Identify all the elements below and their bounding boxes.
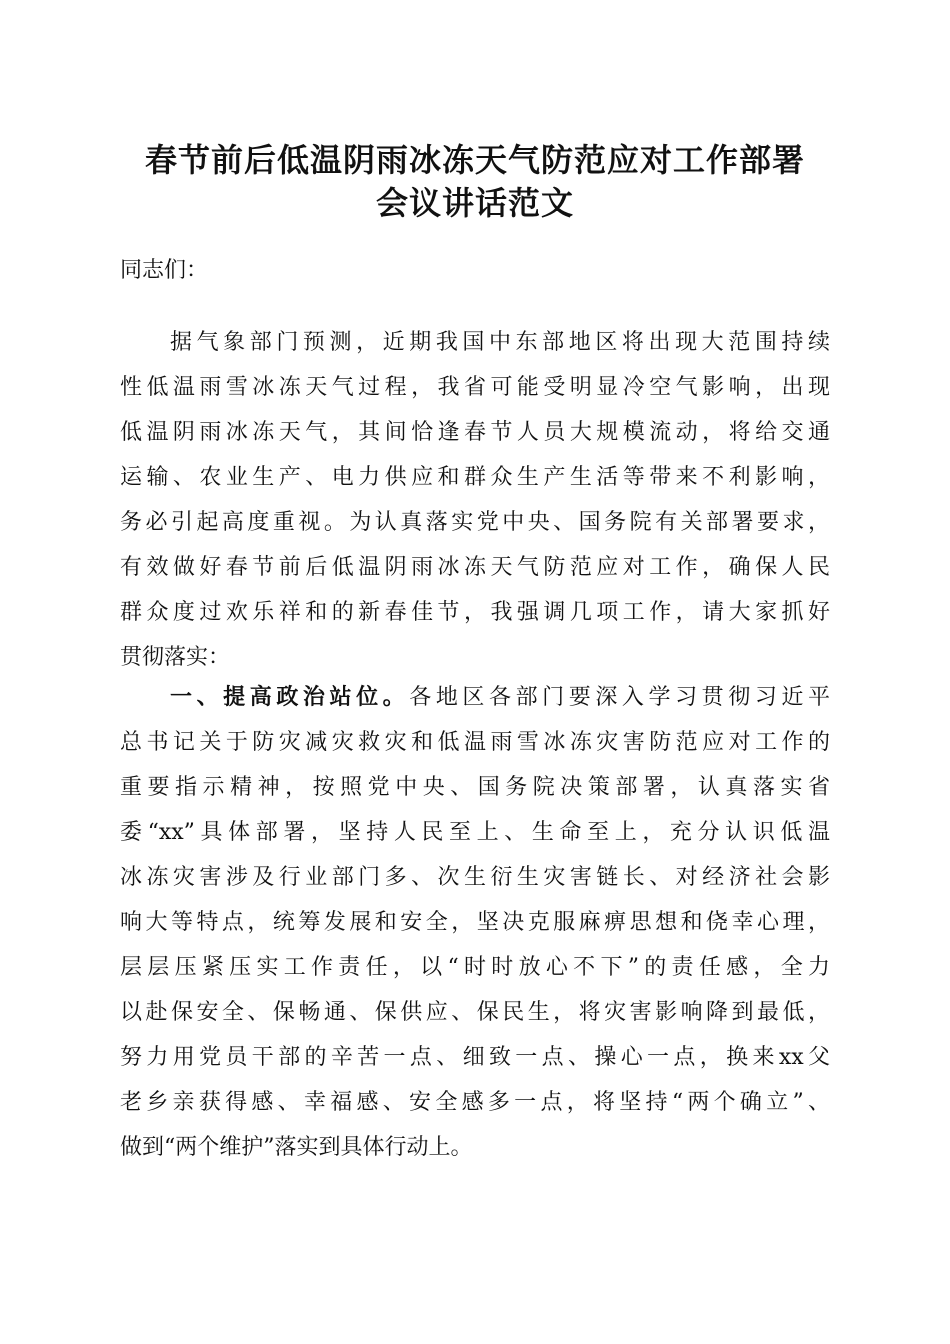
- text-line: 努力用党员干部的辛苦一点、细致一点、操心一点，换来xx父: [120, 1045, 830, 1070]
- text-line: 老乡亲获得感、幸福感、安全感多一点，将坚持“两个确立”、: [120, 1090, 830, 1115]
- text-line: [120, 675, 830, 720]
- text-line: 运输、农业生产、电力供应和群众生产生活等带来不利影响，: [120, 465, 830, 490]
- text-line: 重要指示精神，按照党中央、国务院决策部署，认真落实省: [120, 775, 830, 800]
- document-title-line-2: 会议讲话范文: [375, 184, 574, 222]
- text-line: 低温阴雨冰冻天气，其间恰逢春节人员大规模流动，将给交通: [120, 420, 830, 445]
- text-line: 务必引起高度重视。为认真落实党中央、国务院有关部署要求，: [120, 510, 830, 535]
- greeting: 同志们：: [120, 258, 209, 283]
- text-line: 有效做好春节前后低温阴雨冰冻天气防范应对工作，确保人民: [120, 555, 830, 580]
- text-line: 冰冻灾害涉及行业部门多、次生衍生灾害链长、对经济社会影: [120, 865, 830, 890]
- text-line: 做到“两个维护”落实到具体行动上。: [120, 1135, 473, 1160]
- text-line: 据气象部门预测，近期我国中东部地区将出现大范围持续: [170, 330, 830, 355]
- paragraph-2: [120, 675, 830, 1170]
- text-line: 委“xx”具体部署，坚持人民至上、生命至上，充分认识低温: [120, 820, 830, 845]
- text-line: 以赴保安全、保畅通、保供应、保民生，将灾害影响降到最低，: [120, 1000, 830, 1025]
- document-title-line-1: 春节前后低温阴雨冰冻天气防范应对工作部署: [144, 141, 805, 179]
- text-line: 性低温雨雪冰冻天气过程，我省可能受明显冷空气影响，出现: [120, 375, 830, 400]
- text-line: 群众度过欢乐祥和的新春佳节，我强调几项工作，请大家抓好: [120, 600, 830, 625]
- paragraph-1: [120, 320, 830, 680]
- section-heading: 一、提高政治站位。: [170, 685, 410, 710]
- text-line: 贯彻落实：: [120, 645, 231, 670]
- text-line: 层层压紧压实工作责任，以“时时放心不下”的责任感，全力: [120, 955, 830, 980]
- text-segment: 各地区各部门要深入学习贯彻习近平: [409, 685, 830, 710]
- text-line: 总书记关于防灾减灾救灾和低温雨雪冰冻灾害防范应对工作的: [120, 730, 830, 755]
- text-line: 响大等特点，统筹发展和安全，坚决克服麻痹思想和侥幸心理，: [120, 910, 830, 935]
